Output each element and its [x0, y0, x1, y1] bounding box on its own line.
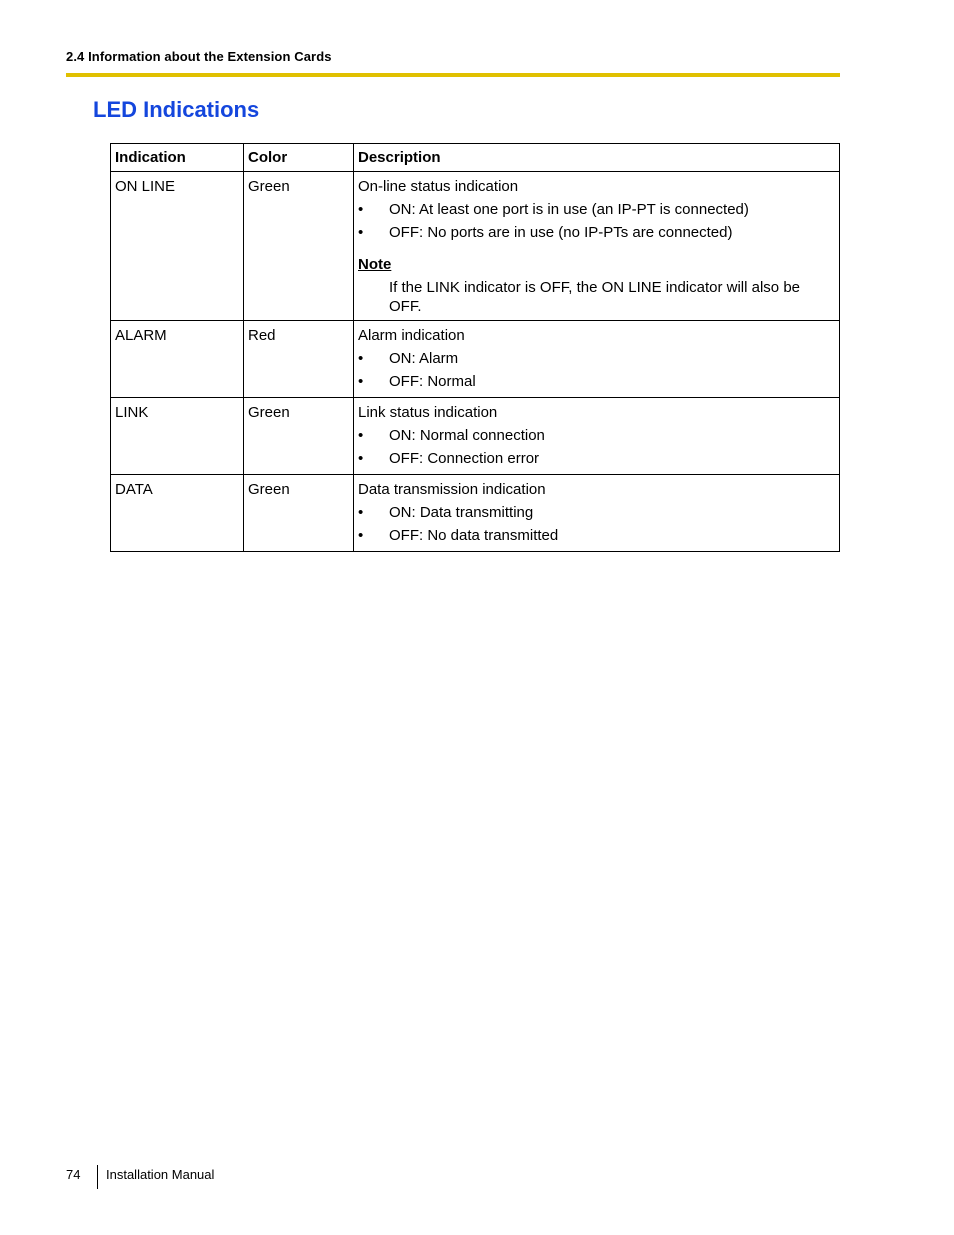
description-cell: [354, 398, 840, 475]
bullet-item: • ON: Data transmitting: [358, 501, 835, 524]
bullet-item: • OFF: Normal: [358, 370, 835, 393]
footer-document-title: Installation Manual: [106, 1167, 215, 1182]
bullet-list: [358, 198, 835, 244]
indication-cell: ALARM: [111, 321, 244, 398]
bullet-item: • OFF: No ports are in use (no IP-PTs are connected): [358, 221, 835, 244]
page-number: 74: [66, 1167, 81, 1182]
bullet-item: • ON: Alarm: [358, 347, 835, 370]
table-header-row: [111, 144, 840, 172]
column-header-color: Color: [244, 144, 354, 172]
bullet-item: • ON: At least one port is in use (an IP-PT is connected): [358, 198, 835, 221]
table-row: [111, 398, 840, 475]
column-header-indication: Indication: [111, 144, 244, 172]
note-text: If the LINK indicator is OFF, the ON LINE indicator will also be OFF.: [389, 279, 800, 315]
color-cell: Green: [244, 475, 354, 552]
description-text: Link status indication: [358, 404, 498, 421]
header-rule: [66, 73, 840, 77]
table-row: [111, 321, 840, 398]
indication-cell: DATA: [111, 475, 244, 552]
bullet-item: • OFF: Connection error: [358, 447, 835, 470]
description-text: On-line status indication: [358, 178, 519, 195]
page-title: LED Indications: [93, 97, 260, 122]
indication-cell: ON LINE: [111, 172, 244, 321]
description-cell: [354, 475, 840, 552]
description-cell: [354, 321, 840, 398]
bullet-list: [358, 347, 835, 393]
description-text: Data transmission indication: [358, 481, 546, 498]
color-cell: Red: [244, 321, 354, 398]
bullet-item: • OFF: No data transmitted: [358, 524, 835, 547]
note-heading: Note: [358, 256, 392, 273]
indication-cell: LINK: [111, 398, 244, 475]
color-cell: Green: [244, 172, 354, 321]
bullet-list: [358, 501, 835, 547]
led-indications-table: [110, 143, 840, 552]
footer-divider: [97, 1165, 98, 1189]
section-header: 2.4 Information about the Extension Cards: [66, 49, 332, 64]
bullet-item: • ON: Normal connection: [358, 424, 835, 447]
description-text: Alarm indication: [358, 327, 465, 344]
description-cell: [354, 172, 840, 321]
column-header-description: Description: [354, 144, 840, 172]
bullet-list: [358, 424, 835, 470]
table-row: [111, 475, 840, 552]
color-cell: Green: [244, 398, 354, 475]
table-row: [111, 172, 840, 321]
